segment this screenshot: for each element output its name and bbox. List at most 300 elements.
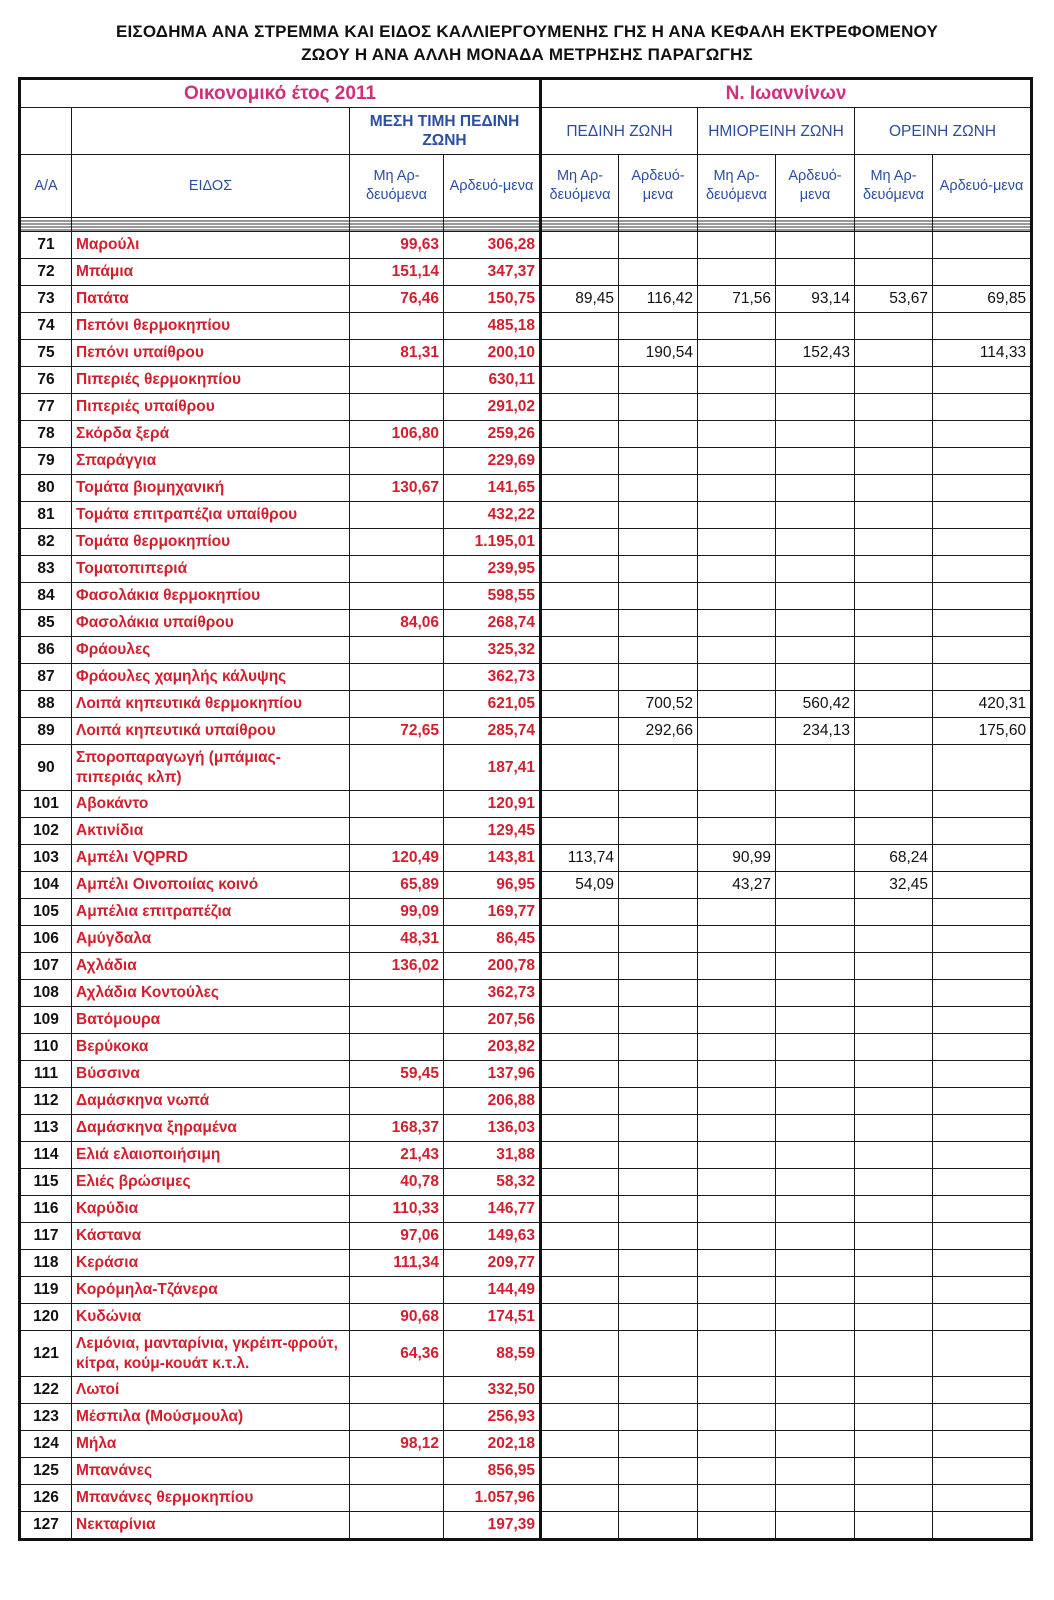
table-row — [20, 286, 1032, 313]
table-row — [20, 1485, 1032, 1512]
row-avg-irrigated: 141,65 — [444, 475, 541, 502]
row-aa: 90 — [20, 745, 72, 791]
row-semi-irrigated — [776, 845, 855, 872]
row-avg-non-irrigated: 120,49 — [350, 845, 444, 872]
row-type-name: Πεπόνι υπαίθρου — [72, 340, 350, 367]
row-avg-non-irrigated — [350, 556, 444, 583]
row-semi-non-irrigated — [698, 1196, 776, 1223]
row-avg-non-irrigated — [350, 394, 444, 421]
semi-irrigated-header: Αρδευό-μενα — [776, 155, 855, 218]
table-row — [20, 899, 1032, 926]
plain-irrigated-header: Αρδευό-μενα — [619, 155, 698, 218]
row-mount-non-irrigated — [855, 259, 933, 286]
row-type-name: Βύσσινα — [72, 1061, 350, 1088]
row-aa: 86 — [20, 637, 72, 664]
row-plain-non-irrigated — [541, 529, 619, 556]
income-table — [18, 77, 1033, 1541]
row-avg-non-irrigated — [350, 1088, 444, 1115]
row-type-name: Ελιά ελαιοποιήσιμη — [72, 1142, 350, 1169]
table-row — [20, 1115, 1032, 1142]
prefecture-header: Ν. Ιωαννίνων — [541, 79, 1032, 108]
table-row — [20, 1377, 1032, 1404]
row-type-name: Σποροπαραγωγή (μπάμιας-πιπεριάς κλπ) — [72, 745, 350, 791]
row-avg-irrigated: 1.195,01 — [444, 529, 541, 556]
row-aa: 105 — [20, 899, 72, 926]
row-plain-irrigated — [619, 1034, 698, 1061]
row-avg-irrigated: 268,74 — [444, 610, 541, 637]
table-row — [20, 421, 1032, 448]
row-mount-non-irrigated — [855, 1431, 933, 1458]
row-mount-non-irrigated: 32,45 — [855, 872, 933, 899]
table-row — [20, 637, 1032, 664]
row-aa: 115 — [20, 1169, 72, 1196]
row-avg-irrigated: 630,11 — [444, 367, 541, 394]
row-plain-irrigated — [619, 818, 698, 845]
row-semi-irrigated — [776, 1304, 855, 1331]
avg-plain-zone-header: ΜΕΣΗ ΤΙΜΗ ΠΕΔΙΝΗ ΖΩΝΗ — [350, 108, 541, 155]
row-type-name: Καρύδια — [72, 1196, 350, 1223]
table-row — [20, 818, 1032, 845]
row-type-name: Δαμάσκηνα ξηραμένα — [72, 1115, 350, 1142]
row-mount-non-irrigated — [855, 394, 933, 421]
table-row — [20, 1431, 1032, 1458]
row-type-name: Τομάτα θερμοκηπίου — [72, 529, 350, 556]
table-row — [20, 1304, 1032, 1331]
row-plain-non-irrigated — [541, 1061, 619, 1088]
row-mount-irrigated — [933, 899, 1032, 926]
table-row — [20, 980, 1032, 1007]
table-row — [20, 232, 1032, 259]
row-mount-irrigated — [933, 1142, 1032, 1169]
row-mount-non-irrigated — [855, 421, 933, 448]
row-aa: 74 — [20, 313, 72, 340]
row-mount-irrigated: 114,33 — [933, 340, 1032, 367]
row-avg-irrigated: 88,59 — [444, 1331, 541, 1377]
row-semi-non-irrigated — [698, 1061, 776, 1088]
row-plain-irrigated — [619, 1115, 698, 1142]
row-aa: 102 — [20, 818, 72, 845]
row-mount-non-irrigated — [855, 1034, 933, 1061]
row-mount-non-irrigated — [855, 718, 933, 745]
row-avg-non-irrigated: 106,80 — [350, 421, 444, 448]
row-mount-irrigated — [933, 232, 1032, 259]
row-mount-non-irrigated — [855, 475, 933, 502]
row-plain-irrigated — [619, 556, 698, 583]
row-mount-irrigated — [933, 259, 1032, 286]
table-row — [20, 1458, 1032, 1485]
row-plain-irrigated — [619, 1250, 698, 1277]
row-mount-non-irrigated — [855, 1485, 933, 1512]
row-plain-irrigated — [619, 1304, 698, 1331]
row-mount-non-irrigated — [855, 1250, 933, 1277]
row-plain-non-irrigated — [541, 926, 619, 953]
row-avg-non-irrigated: 72,65 — [350, 718, 444, 745]
row-semi-non-irrigated — [698, 529, 776, 556]
row-semi-non-irrigated — [698, 980, 776, 1007]
row-aa: 80 — [20, 475, 72, 502]
row-mount-non-irrigated — [855, 1088, 933, 1115]
row-type-name: Φράουλες — [72, 637, 350, 664]
row-avg-irrigated: 129,45 — [444, 818, 541, 845]
row-plain-non-irrigated — [541, 1250, 619, 1277]
row-semi-irrigated — [776, 1331, 855, 1377]
row-mount-irrigated — [933, 367, 1032, 394]
row-type-name: Αβοκάντο — [72, 791, 350, 818]
row-semi-non-irrigated — [698, 1404, 776, 1431]
row-semi-non-irrigated — [698, 259, 776, 286]
row-plain-irrigated — [619, 259, 698, 286]
row-semi-irrigated — [776, 556, 855, 583]
row-semi-irrigated — [776, 664, 855, 691]
row-plain-irrigated — [619, 845, 698, 872]
row-plain-irrigated — [619, 475, 698, 502]
row-mount-irrigated — [933, 502, 1032, 529]
row-semi-irrigated — [776, 1142, 855, 1169]
row-semi-irrigated: 93,14 — [776, 286, 855, 313]
row-mount-irrigated — [933, 529, 1032, 556]
row-semi-irrigated — [776, 1088, 855, 1115]
row-mount-irrigated — [933, 421, 1032, 448]
row-semi-non-irrigated — [698, 1458, 776, 1485]
row-avg-irrigated: 362,73 — [444, 980, 541, 1007]
row-semi-irrigated — [776, 1485, 855, 1512]
row-avg-irrigated: 31,88 — [444, 1142, 541, 1169]
row-plain-non-irrigated — [541, 899, 619, 926]
row-avg-irrigated: 202,18 — [444, 1431, 541, 1458]
row-aa: 101 — [20, 791, 72, 818]
row-type-name: Μπανάνες — [72, 1458, 350, 1485]
table-row — [20, 448, 1032, 475]
header-row-1 — [20, 79, 1032, 108]
row-semi-non-irrigated — [698, 394, 776, 421]
row-mount-non-irrigated — [855, 1115, 933, 1142]
row-plain-non-irrigated — [541, 232, 619, 259]
row-semi-irrigated — [776, 637, 855, 664]
row-avg-irrigated: 96,95 — [444, 872, 541, 899]
row-avg-non-irrigated: 40,78 — [350, 1169, 444, 1196]
row-semi-non-irrigated — [698, 421, 776, 448]
row-avg-irrigated: 206,88 — [444, 1088, 541, 1115]
row-mount-irrigated — [933, 313, 1032, 340]
row-semi-irrigated — [776, 926, 855, 953]
row-plain-non-irrigated — [541, 980, 619, 1007]
row-plain-irrigated — [619, 1196, 698, 1223]
row-mount-irrigated — [933, 845, 1032, 872]
row-type-name: Πιπεριές υπαίθρου — [72, 394, 350, 421]
row-plain-non-irrigated — [541, 475, 619, 502]
row-semi-irrigated — [776, 1277, 855, 1304]
table-row — [20, 1331, 1032, 1377]
row-mount-irrigated — [933, 791, 1032, 818]
row-mount-non-irrigated — [855, 1331, 933, 1377]
row-avg-irrigated: 197,39 — [444, 1512, 541, 1540]
row-type-name: Κυδώνια — [72, 1304, 350, 1331]
row-avg-non-irrigated: 59,45 — [350, 1061, 444, 1088]
row-type-name: Αμπέλι VQPRD — [72, 845, 350, 872]
row-avg-irrigated: 86,45 — [444, 926, 541, 953]
row-mount-non-irrigated — [855, 637, 933, 664]
row-avg-non-irrigated — [350, 664, 444, 691]
row-semi-irrigated — [776, 1196, 855, 1223]
row-avg-non-irrigated — [350, 1512, 444, 1540]
row-type-name: Κάστανα — [72, 1223, 350, 1250]
row-semi-non-irrigated — [698, 475, 776, 502]
row-mount-irrigated: 69,85 — [933, 286, 1032, 313]
row-mount-non-irrigated — [855, 664, 933, 691]
table-row — [20, 583, 1032, 610]
row-type-name: Μέσπιλα (Μούσμουλα) — [72, 1404, 350, 1431]
row-aa: 116 — [20, 1196, 72, 1223]
row-semi-non-irrigated — [698, 926, 776, 953]
row-type-name: Σκόρδα ξερά — [72, 421, 350, 448]
row-avg-irrigated: 169,77 — [444, 899, 541, 926]
row-mount-irrigated — [933, 664, 1032, 691]
row-mount-non-irrigated — [855, 448, 933, 475]
row-plain-non-irrigated — [541, 1034, 619, 1061]
row-semi-non-irrigated — [698, 1007, 776, 1034]
row-aa: 123 — [20, 1404, 72, 1431]
row-type-name: Τομάτα επιτραπέζια υπαίθρου — [72, 502, 350, 529]
table-row — [20, 745, 1032, 791]
table-row — [20, 367, 1032, 394]
row-plain-irrigated — [619, 448, 698, 475]
row-semi-non-irrigated — [698, 367, 776, 394]
row-plain-irrigated — [619, 1007, 698, 1034]
row-semi-irrigated — [776, 1223, 855, 1250]
header-row-2 — [20, 108, 1032, 155]
row-semi-non-irrigated — [698, 1331, 776, 1377]
row-avg-non-irrigated — [350, 1007, 444, 1034]
row-plain-non-irrigated — [541, 448, 619, 475]
row-semi-irrigated — [776, 502, 855, 529]
row-avg-irrigated: 200,10 — [444, 340, 541, 367]
row-avg-irrigated: 150,75 — [444, 286, 541, 313]
row-avg-irrigated: 207,56 — [444, 1007, 541, 1034]
row-semi-non-irrigated — [698, 1512, 776, 1540]
row-plain-non-irrigated — [541, 556, 619, 583]
row-mount-non-irrigated — [855, 1404, 933, 1431]
row-semi-non-irrigated — [698, 1142, 776, 1169]
row-plain-irrigated — [619, 1377, 698, 1404]
row-mount-irrigated — [933, 475, 1032, 502]
row-semi-irrigated — [776, 1458, 855, 1485]
row-type-name: Αχλάδια — [72, 953, 350, 980]
row-semi-irrigated — [776, 1061, 855, 1088]
semi-mountain-zone-header: ΗΜΙΟΡΕΙΝΗ ΖΩΝΗ — [698, 108, 855, 155]
row-avg-irrigated: 347,37 — [444, 259, 541, 286]
row-aa: 82 — [20, 529, 72, 556]
row-mount-irrigated — [933, 1485, 1032, 1512]
row-semi-non-irrigated — [698, 1431, 776, 1458]
row-avg-irrigated: 621,05 — [444, 691, 541, 718]
row-plain-non-irrigated — [541, 637, 619, 664]
row-avg-non-irrigated: 130,67 — [350, 475, 444, 502]
row-avg-irrigated: 285,74 — [444, 718, 541, 745]
table-row — [20, 953, 1032, 980]
table-row — [20, 1223, 1032, 1250]
row-avg-non-irrigated — [350, 1458, 444, 1485]
row-type-name: Τομάτα βιομηχανική — [72, 475, 350, 502]
row-avg-irrigated: 256,93 — [444, 1404, 541, 1431]
row-mount-irrigated — [933, 1304, 1032, 1331]
row-avg-non-irrigated: 48,31 — [350, 926, 444, 953]
row-aa: 85 — [20, 610, 72, 637]
row-mount-irrigated — [933, 1512, 1032, 1540]
row-mount-non-irrigated — [855, 1304, 933, 1331]
row-aa: 103 — [20, 845, 72, 872]
row-aa: 71 — [20, 232, 72, 259]
row-semi-non-irrigated — [698, 1088, 776, 1115]
row-mount-irrigated — [933, 1223, 1032, 1250]
row-type-name: Πιπεριές θερμοκηπίου — [72, 367, 350, 394]
table-row — [20, 718, 1032, 745]
row-semi-non-irrigated — [698, 1485, 776, 1512]
row-mount-irrigated — [933, 1061, 1032, 1088]
row-mount-irrigated — [933, 953, 1032, 980]
row-semi-irrigated — [776, 394, 855, 421]
row-semi-non-irrigated — [698, 1169, 776, 1196]
row-type-name: Φασολάκια θερμοκηπίου — [72, 583, 350, 610]
row-plain-non-irrigated: 54,09 — [541, 872, 619, 899]
row-semi-non-irrigated — [698, 610, 776, 637]
row-type-name: Λωτοί — [72, 1377, 350, 1404]
row-aa: 119 — [20, 1277, 72, 1304]
row-plain-non-irrigated — [541, 394, 619, 421]
row-avg-non-irrigated — [350, 1034, 444, 1061]
row-aa: 106 — [20, 926, 72, 953]
row-semi-irrigated — [776, 313, 855, 340]
row-plain-irrigated — [619, 583, 698, 610]
row-plain-non-irrigated — [541, 1088, 619, 1115]
row-mount-non-irrigated — [855, 1061, 933, 1088]
row-avg-irrigated: 332,50 — [444, 1377, 541, 1404]
row-semi-irrigated — [776, 1431, 855, 1458]
row-mount-irrigated — [933, 448, 1032, 475]
row-mount-non-irrigated — [855, 313, 933, 340]
row-mount-non-irrigated — [855, 1377, 933, 1404]
row-plain-irrigated — [619, 367, 698, 394]
row-type-name: Φράουλες χαμηλής κάλυψης — [72, 664, 350, 691]
row-aa: 88 — [20, 691, 72, 718]
row-aa: 108 — [20, 980, 72, 1007]
row-semi-non-irrigated — [698, 899, 776, 926]
row-plain-irrigated — [619, 791, 698, 818]
row-type-name: Μαρούλι — [72, 232, 350, 259]
plain-zone-header: ΠΕΔΙΝΗ ΖΩΝΗ — [541, 108, 698, 155]
aa-column-header: Α/Α — [20, 155, 72, 218]
row-avg-irrigated: 136,03 — [444, 1115, 541, 1142]
row-type-name: Λεμόνια, μανταρίνια, γκρέιπ-φρούτ, κίτρα, κούμ-κουάτ κ.τ.λ. — [72, 1331, 350, 1377]
table-row — [20, 610, 1032, 637]
row-aa: 84 — [20, 583, 72, 610]
row-semi-non-irrigated — [698, 791, 776, 818]
row-aa: 104 — [20, 872, 72, 899]
row-avg-irrigated: 432,22 — [444, 502, 541, 529]
row-aa: 112 — [20, 1088, 72, 1115]
row-plain-non-irrigated — [541, 745, 619, 791]
row-aa: 79 — [20, 448, 72, 475]
row-avg-non-irrigated — [350, 448, 444, 475]
row-plain-irrigated — [619, 610, 698, 637]
row-aa: 109 — [20, 1007, 72, 1034]
row-mount-non-irrigated — [855, 1223, 933, 1250]
row-semi-irrigated — [776, 529, 855, 556]
row-semi-irrigated — [776, 872, 855, 899]
row-mount-non-irrigated — [855, 1458, 933, 1485]
document-title-line1: ΕΙΣΟΔΗΜΑ ΑΝΑ ΣΤΡΕΜΜΑ ΚΑΙ ΕΙΔΟΣ ΚΑΛΛΙΕΡΓΟΥΜΕΝΗΣ ΓΗΣ Η ΑΝΑ ΚΕΦΑΛΗ ΕΚΤΡΕΦΟΜΕΝΟΥ — [115, 22, 939, 41]
row-aa: 125 — [20, 1458, 72, 1485]
table-row — [20, 556, 1032, 583]
row-plain-non-irrigated — [541, 1115, 619, 1142]
row-avg-non-irrigated: 168,37 — [350, 1115, 444, 1142]
row-plain-non-irrigated — [541, 1277, 619, 1304]
row-semi-irrigated — [776, 980, 855, 1007]
row-mount-non-irrigated — [855, 899, 933, 926]
row-mount-non-irrigated — [855, 745, 933, 791]
row-avg-irrigated: 187,41 — [444, 745, 541, 791]
table-row — [20, 664, 1032, 691]
type-column-header: ΕΙΔΟΣ — [72, 155, 350, 218]
row-semi-irrigated — [776, 1007, 855, 1034]
row-mount-irrigated: 175,60 — [933, 718, 1032, 745]
row-mount-irrigated — [933, 1169, 1032, 1196]
row-semi-irrigated — [776, 1169, 855, 1196]
row-mount-irrigated — [933, 1331, 1032, 1377]
row-aa: 77 — [20, 394, 72, 421]
row-plain-non-irrigated: 113,74 — [541, 845, 619, 872]
row-mount-non-irrigated — [855, 367, 933, 394]
row-aa: 117 — [20, 1223, 72, 1250]
mount-non-irrigated-header: Μη Αρ-δευόμενα — [855, 155, 933, 218]
row-semi-irrigated — [776, 953, 855, 980]
row-avg-non-irrigated: 65,89 — [350, 872, 444, 899]
header-separator — [20, 218, 1032, 232]
row-semi-irrigated — [776, 475, 855, 502]
row-semi-irrigated — [776, 367, 855, 394]
row-avg-irrigated: 229,69 — [444, 448, 541, 475]
row-mount-non-irrigated — [855, 980, 933, 1007]
row-plain-irrigated — [619, 899, 698, 926]
row-aa: 83 — [20, 556, 72, 583]
row-mount-non-irrigated: 53,67 — [855, 286, 933, 313]
row-type-name: Αμπέλι Οινοποιίας κοινό — [72, 872, 350, 899]
row-type-name: Πεπόνι θερμοκηπίου — [72, 313, 350, 340]
row-avg-non-irrigated — [350, 529, 444, 556]
row-type-name: Φασολάκια υπαίθρου — [72, 610, 350, 637]
row-type-name: Βατόμουρα — [72, 1007, 350, 1034]
row-semi-non-irrigated — [698, 745, 776, 791]
table-row — [20, 1169, 1032, 1196]
row-semi-irrigated: 234,13 — [776, 718, 855, 745]
row-plain-non-irrigated — [541, 791, 619, 818]
row-avg-irrigated: 291,02 — [444, 394, 541, 421]
row-semi-irrigated — [776, 1250, 855, 1277]
row-mount-irrigated — [933, 745, 1032, 791]
row-type-name: Δαμάσκηνα νωπά — [72, 1088, 350, 1115]
row-avg-non-irrigated — [350, 691, 444, 718]
row-avg-non-irrigated — [350, 313, 444, 340]
row-semi-irrigated — [776, 1115, 855, 1142]
row-mount-non-irrigated: 68,24 — [855, 845, 933, 872]
row-mount-irrigated — [933, 610, 1032, 637]
row-type-name: Μήλα — [72, 1431, 350, 1458]
row-plain-non-irrigated: 89,45 — [541, 286, 619, 313]
mount-irrigated-header: Αρδευό-μενα — [933, 155, 1032, 218]
row-plain-irrigated — [619, 1458, 698, 1485]
row-aa: 124 — [20, 1431, 72, 1458]
row-semi-irrigated — [776, 421, 855, 448]
row-aa: 107 — [20, 953, 72, 980]
